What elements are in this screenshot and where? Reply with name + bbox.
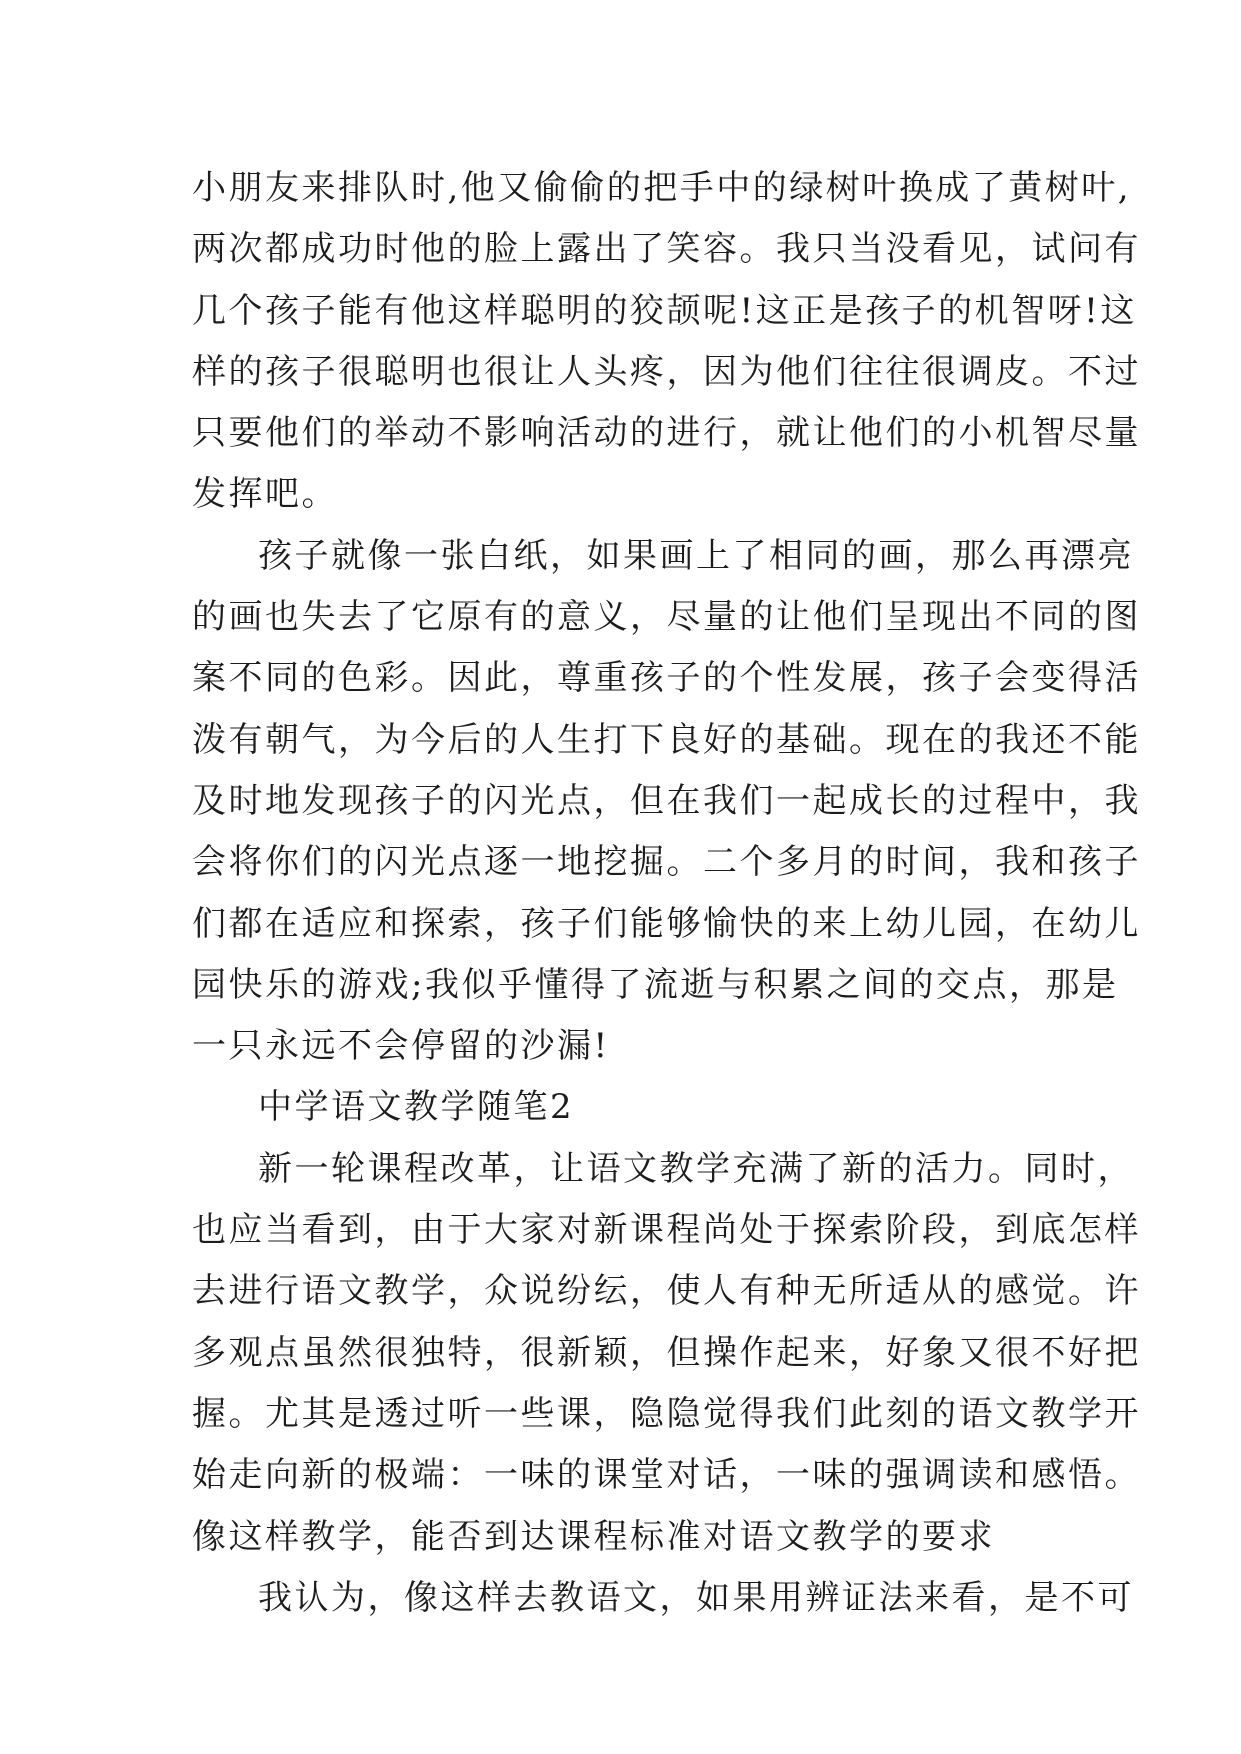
paragraph-start-line: 我认为，像这样去教语文，如果用辨证法来看，是不可 [258,1577,1134,1618]
text-line: 几个孩子能有他这样聪明的狡颉呢!这正是孩子的机智呀!这 [192,290,1137,331]
body-text [192,158,1141,1629]
text-line: 两次都成功时他的脸上露出了笑容。我只当没看见，试问有 [192,229,1141,270]
text-line: 握。尤其是透过听一些课，隐隐觉得我们此刻的语文教学开 [192,1393,1141,1434]
text-line: 样的孩子很聪明也很让人头疼，因为他们往往很调皮。不过 [192,351,1141,392]
text-line: 始走向新的极端：一味的课堂对话，一味的强调读和感悟。 [192,1455,1141,1496]
paragraph-start-line: 孩子就像一张白纸，如果画上了相同的画，那么再漂亮 [258,535,1134,576]
text-line: 一只永远不会停留的沙漏! [192,1026,610,1067]
text-line: 会将你们的闪光点逐一地挖掘。二个多月的时间，我和孩子 [192,842,1141,883]
text-line: 泼有朝气，为今后的人生打下良好的基础。现在的我还不能 [192,719,1141,760]
text-line: 们都在适应和探索，孩子们能够愉快的来上幼儿园，在幼儿 [192,903,1141,944]
text-line: 去进行语文教学，众说纷纭，使人有种无所适从的感觉。许 [192,1271,1141,1312]
text-line: 的画也失去了它原有的意义，尽量的让他们呈现出不同的图 [192,597,1141,638]
section-heading: 中学语文教学随笔2 [258,1087,575,1128]
text-line: 及时地发现孩子的闪光点，但在我们一起成长的过程中，我 [192,780,1141,821]
text-line: 像这样教学，能否到达课程标准对语文教学的要求 [192,1516,995,1557]
text-line: 多观点虽然很独特，很新颖，但操作起来，好象又很不好把 [192,1332,1141,1373]
paragraph-start-line: 新一轮课程改革，让语文教学充满了新的活力。同时， [258,1148,1134,1189]
text-line: 小朋友来排队时,他又偷偷的把手中的绿树叶换成了黄树叶, [192,168,1132,208]
text-line: 发挥吧。 [192,474,338,515]
text-line: 也应当看到，由于大家对新课程尚处于探索阶段，到底怎样 [192,1210,1141,1251]
text-line: 只要他们的举动不影响活动的进行，就让他们的小机智尽量 [192,413,1141,454]
text-line: 案不同的色彩。因此，尊重孩子的个性发展，孩子会变得活 [192,658,1141,699]
text-line: 园快乐的游戏;我似乎懂得了流逝与积累之间的交点，那是 [192,964,1119,1005]
